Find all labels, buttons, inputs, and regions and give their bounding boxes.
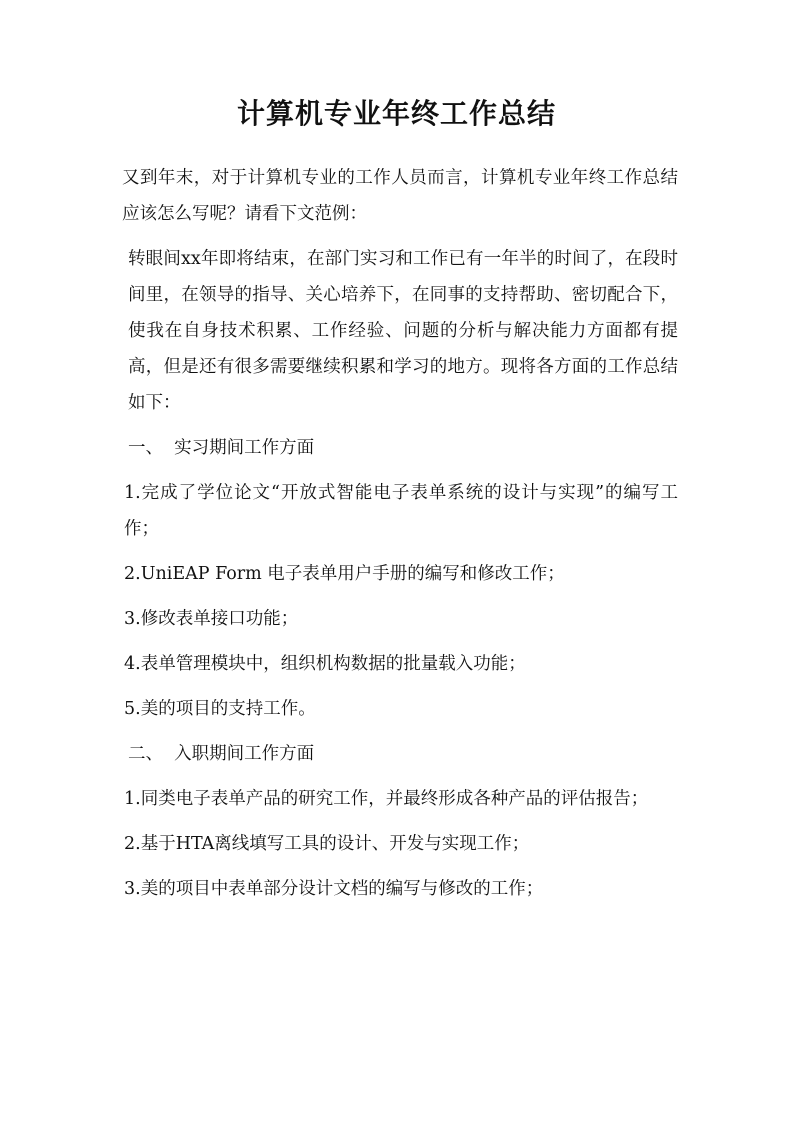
section-heading-internship: 一、 实习期间工作方面 — [128, 438, 315, 458]
list-item: 3.美的项目中表单部分设计文档的编写与修改的工作； — [124, 879, 544, 899]
list-item: 2.基于HTA离线填写工具的设计、开发与实现工作； — [124, 834, 530, 854]
list-item: 4.表单管理模块中，组织机构数据的批量载入功能； — [124, 654, 526, 674]
list-item: 3.修改表单接口功能； — [124, 609, 299, 629]
list-item: 1.完成了学位论文“开放式智能电子表单系统的设计与实现”的编写工作； — [124, 483, 678, 539]
intro-paragraph: 又到年末，对于计算机专业的工作人员而言，计算机专业年终工作总结应该怎么写呢？请看下文范例： — [122, 168, 678, 224]
document-title: 计算机专业年终工作总结 — [236, 97, 556, 130]
list-item: 2.UniEAP Form 电子表单用户手册的编写和修改工作； — [124, 564, 565, 584]
section-heading-employment: 二、 入职期间工作方面 — [128, 744, 315, 764]
list-item: 1.同类电子表单产品的研究工作，并最终形成各种产品的评估报告； — [124, 789, 649, 809]
document-body — [122, 160, 678, 916]
body-paragraph: 转眼间xx年即将结束，在部门实习和工作已有一年半的时间了，在段时间里，在领导的指导、关心培养下，在同事的支持帮助、密切配合下，使我在自身技术积累、工作经验、问题的分析与解决能力方面都有提高，但是还有很多需要继续积累和学习的地方。现将各方面的工作总结如下： — [128, 249, 678, 413]
list-item: 5.美的项目的支持工作。 — [124, 699, 316, 719]
